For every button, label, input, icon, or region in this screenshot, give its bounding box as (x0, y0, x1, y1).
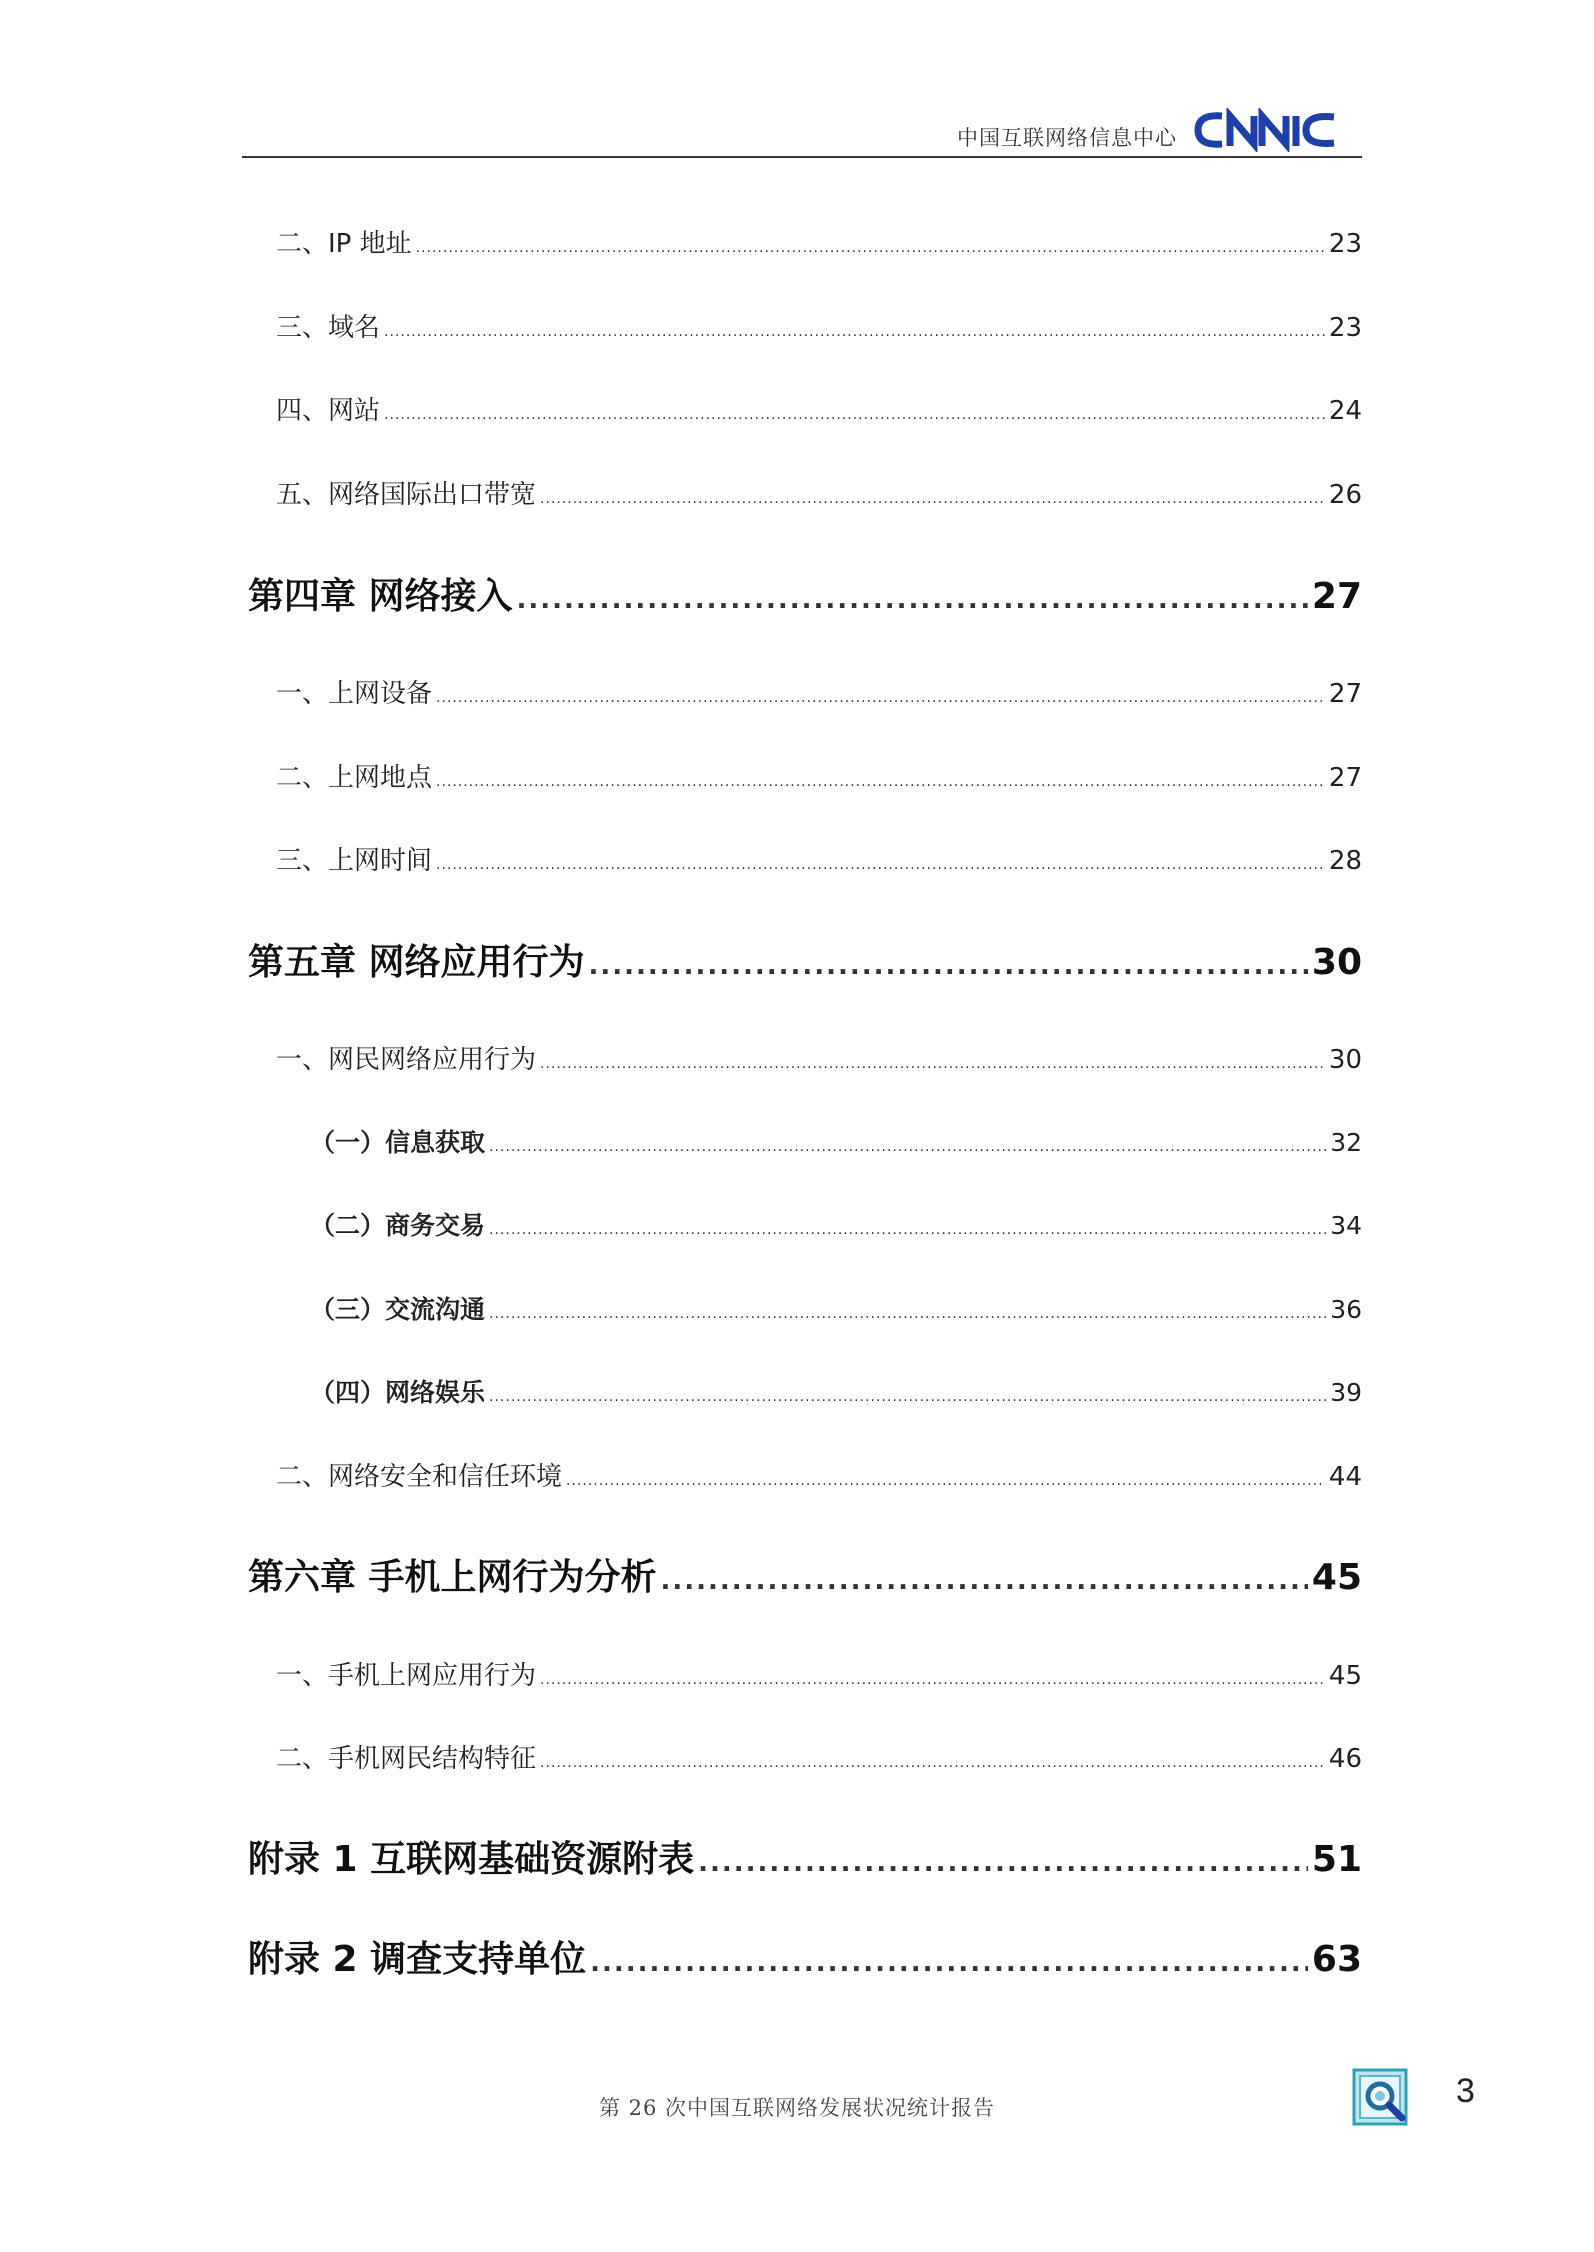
dot-leader (384, 407, 1325, 423)
toc-entry-page: 30 (1311, 942, 1362, 983)
dot-leader (540, 1755, 1325, 1771)
dot-leader (416, 240, 1325, 256)
toc-entry-page: 27 (1328, 763, 1362, 793)
dot-leader (540, 1056, 1325, 1072)
toc-entry-title: 一、上网设备 (276, 679, 433, 709)
toc-entry-title: 二、IP 地址 (276, 229, 412, 259)
dot-leader (436, 774, 1325, 790)
logo-text: CNNIC (1192, 108, 1196, 109)
dot-leader (698, 1848, 1308, 1878)
toc-entry[interactable] (276, 1738, 1362, 1774)
dot-leader (589, 951, 1308, 981)
toc-entry-page: 45 (1328, 1661, 1362, 1691)
toc-entry-title: （一）信息获取 (310, 1128, 486, 1157)
toc-subsection-entry[interactable] (310, 1373, 1362, 1409)
dot-leader (661, 1566, 1308, 1596)
toc-entry-page: 24 (1328, 396, 1362, 426)
toc-entry-page: 63 (1311, 1939, 1362, 1980)
toc-entry-page: 44 (1328, 1462, 1362, 1492)
page-number: 3 (1456, 2072, 1475, 2110)
dot-leader (436, 857, 1325, 873)
toc-entry-title: 第六章 手机上网行为分析 (248, 1557, 657, 1598)
dot-leader (540, 491, 1325, 507)
toc-entry-title: 三、上网时间 (276, 846, 433, 876)
toc-entry[interactable] (276, 223, 1362, 259)
toc-entry[interactable] (276, 840, 1362, 876)
toc-entry-page: 36 (1330, 1295, 1362, 1324)
toc-entry[interactable] (276, 673, 1362, 709)
dot-leader (489, 1139, 1326, 1155)
dot-leader (489, 1306, 1326, 1322)
toc-entry-page: 28 (1328, 846, 1362, 876)
dot-leader (384, 324, 1325, 340)
toc-entry-title: 第五章 网络应用行为 (248, 942, 585, 983)
toc-entry-title: 二、网络安全和信任环境 (276, 1462, 563, 1492)
toc-entry-page: 39 (1330, 1378, 1362, 1407)
toc-entry-title: 一、网民网络应用行为 (276, 1045, 537, 1075)
dot-leader (489, 1389, 1326, 1405)
toc-entry-page: 46 (1328, 1744, 1362, 1774)
toc-entry-page: 23 (1328, 313, 1362, 343)
toc-entry-title: 三、域名 (276, 313, 381, 343)
toc-entry-title: 五、网络国际出口带宽 (276, 480, 537, 510)
toc-entry-title: （二）商务交易 (310, 1211, 486, 1240)
dot-leader (566, 1473, 1325, 1489)
toc-entry-page: 30 (1328, 1045, 1362, 1075)
toc-entry-title: 四、网站 (276, 396, 381, 426)
toc-entry-title: 二、上网地点 (276, 763, 433, 793)
toc-entry[interactable] (276, 307, 1362, 343)
toc-subsection-entry[interactable] (310, 1123, 1362, 1159)
toc-entry[interactable] (276, 390, 1362, 426)
toc-entry-title: 附录 2 调查支持单位 (248, 1939, 587, 1980)
magnifier-report-icon (1352, 2068, 1412, 2128)
toc-chapter-entry[interactable] (248, 934, 1362, 984)
toc-subsection-entry[interactable] (310, 1290, 1362, 1326)
organization-name: 中国互联网络信息中心 (957, 126, 1177, 150)
toc-appendix-entry[interactable] (248, 1931, 1362, 1981)
dot-leader (517, 585, 1308, 615)
dot-leader (540, 1672, 1325, 1688)
toc-entry-title: （三）交流沟通 (310, 1295, 486, 1324)
toc-entry-title: 第四章 网络接入 (248, 576, 513, 617)
toc-entry-title: （四）网络娱乐 (310, 1378, 486, 1407)
toc-entry[interactable] (276, 474, 1362, 510)
toc-entry-page: 32 (1330, 1128, 1362, 1157)
toc-entry-title: 附录 1 互联网基础资源附表 (248, 1839, 695, 1880)
toc-entry[interactable] (276, 1655, 1362, 1691)
toc-chapter-entry[interactable] (248, 568, 1362, 618)
toc-subsection-entry[interactable] (310, 1206, 1362, 1242)
toc-entry[interactable] (276, 757, 1362, 793)
toc-entry-page: 23 (1328, 229, 1362, 259)
dot-leader (489, 1222, 1326, 1238)
toc-entry[interactable] (276, 1456, 1362, 1492)
toc-entry-page: 27 (1328, 679, 1362, 709)
toc-entry[interactable] (276, 1039, 1362, 1075)
dot-leader (436, 690, 1325, 706)
footer-report-title: 第 26 次中国互联网络发展状况统计报告 (598, 2096, 996, 2120)
toc-entry-page: 26 (1328, 480, 1362, 510)
toc-chapter-entry[interactable] (248, 1549, 1362, 1599)
toc-entry-page: 51 (1311, 1839, 1362, 1880)
toc-entry-page: 45 (1311, 1557, 1362, 1598)
toc-entry-page: 34 (1330, 1211, 1362, 1240)
toc-entry-page: 27 (1311, 576, 1362, 617)
toc-entry-title: 一、手机上网应用行为 (276, 1661, 537, 1691)
toc-appendix-entry[interactable] (248, 1831, 1362, 1881)
toc-entry-title: 二、手机网民结构特征 (276, 1744, 537, 1774)
dot-leader (590, 1948, 1308, 1978)
